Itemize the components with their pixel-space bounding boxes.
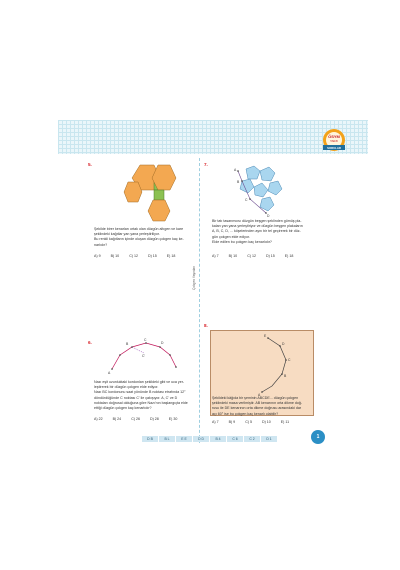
badge-line2: TARZI	[330, 139, 338, 143]
option-a[interactable]: A) 9	[94, 254, 101, 258]
q6-label-c: C	[144, 338, 147, 342]
q6-label-b: B	[126, 342, 129, 346]
answer-key-cell: E E	[176, 436, 192, 442]
option-e[interactable]: E) 30	[168, 417, 178, 421]
side-label: Çokgen Yayınları	[192, 265, 196, 290]
question-7-line: gün çokgen elde ediyor.	[212, 234, 250, 239]
question-5-line: Bu renkli kağıtların içinde oluşan düzgün çokgen kaç ke-	[94, 237, 184, 242]
column-divider	[199, 158, 200, 443]
option-a[interactable]: A) 7	[212, 420, 219, 424]
question-8-text	[212, 396, 316, 417]
badge-line1: ÖSYM	[328, 134, 340, 139]
answer-key-cell: B 4	[210, 436, 226, 442]
q6-label-d: D	[161, 341, 164, 345]
answer-key-cell: C 2	[244, 436, 260, 442]
question-6-figure	[104, 333, 184, 378]
option-c[interactable]: C) 26	[131, 417, 140, 421]
question-6-line: noktaları doğrusal olduğuna göre Nazı'nın başlangıçta elde	[94, 400, 188, 405]
question-6-text	[94, 380, 198, 411]
question-7-options	[212, 254, 293, 258]
option-d[interactable]: D) 15	[265, 254, 275, 258]
question-6-line: döndürdüğünde C noktası C' ile çakışıyor. A, C' ve D	[94, 395, 178, 400]
osym-badge	[314, 128, 354, 154]
question-7-line: A, B, C, D, ... köşelerinden aynı bir tel geçirerek bir düz-	[212, 229, 301, 234]
option-d[interactable]: D) 15	[147, 254, 157, 258]
question-5-text	[94, 227, 194, 248]
q8-label-a: A	[258, 393, 261, 397]
question-7-text	[212, 219, 316, 245]
badge-line3: SORULAR	[327, 145, 341, 150]
question-5-figure	[118, 158, 184, 224]
q8-label-d: D	[282, 342, 285, 346]
answer-key-cell: D 1	[261, 436, 277, 442]
question-7-line: kaları yan yana yerleştiriyor ve düzgün beşgen plakaların	[212, 224, 303, 229]
option-c[interactable]: C) 12	[247, 254, 256, 258]
question-5-line: şeklindeki kağıtlar yan yana yerleştiriliyor.	[94, 232, 160, 237]
question-5-line: narlıdır?	[94, 242, 108, 247]
option-b[interactable]: B) 10	[110, 254, 120, 258]
question-5-number: 5.	[88, 162, 92, 167]
option-c[interactable]: C) 12	[129, 254, 138, 258]
question-8-line: rusu ile DE kenarının orta dikme doğrusu arasındaki dar	[212, 406, 302, 411]
question-6-line: ettiği düzgün çokgen kaç kenarlıdır?	[94, 406, 152, 411]
question-8-line: şeklindeki masa verilmiştir. AB kenarının orta dikme doğ-	[212, 401, 303, 406]
question-6-line: leştirerek bir düzgün çokgen elde ediyor.	[94, 385, 159, 390]
question-6-options	[94, 417, 177, 421]
page-number: 1	[311, 430, 325, 444]
option-a[interactable]: A) 22	[94, 417, 103, 421]
option-e[interactable]: E) 11	[280, 420, 290, 424]
question-6-number: 6.	[88, 340, 92, 345]
q8-label-c: C	[288, 358, 291, 362]
question-8-options	[212, 420, 289, 424]
answer-key-cell: D B	[142, 436, 158, 442]
q6-label-c-prime: C'	[142, 354, 146, 358]
option-c[interactable]: C) 5	[245, 420, 252, 424]
option-b[interactable]: B) 24	[112, 417, 122, 421]
question-8-line: açı 60° ise bu çokgen kaç kenarlı olabilir?	[212, 411, 279, 416]
option-b[interactable]: B) 10	[228, 254, 238, 258]
q8-label-b: B	[284, 374, 287, 378]
option-e[interactable]: E) 18	[284, 254, 294, 258]
answer-key-cell: C 6	[227, 436, 243, 442]
question-7-number: 7.	[204, 162, 208, 167]
q8-label-e: E	[264, 334, 267, 338]
answer-key-cell: B L	[159, 436, 175, 442]
question-5-options	[94, 254, 175, 258]
question-7-line: Elde edilen bu çokgen kaç kenarlıdır?	[212, 239, 272, 244]
option-e[interactable]: E) 18	[166, 254, 176, 258]
question-7-line: Bir tatı tasarımcısı düzgün beşgen şeklinden gümüş pla-	[212, 219, 302, 223]
option-a[interactable]: A) 7	[212, 254, 219, 258]
q7-label-d: D	[267, 214, 270, 218]
question-8-line: Şekildeki kâğıda bir şeminin ABCDE... düzgün çokgen	[212, 396, 299, 400]
question-5-line: Şekilde birer kenarları ortak olan düzgün altıgen ve kare	[94, 227, 184, 231]
q6-label-a: A	[108, 371, 111, 375]
question-6-line: Nazı eşit uzunluktaki kordonları şekildeki gibi ve uca yer-	[94, 380, 185, 384]
answer-key-bar	[142, 436, 277, 442]
option-d[interactable]: D) 28	[149, 417, 159, 421]
option-d[interactable]: D) 10	[261, 420, 271, 424]
question-8-number: 8.	[204, 323, 208, 328]
question-7-figure	[232, 163, 294, 218]
question-6-line: Nazı BC kordonunu saat yönünde B noktası etrafında 12°	[94, 390, 186, 395]
q7-label-b: B	[237, 180, 240, 184]
q7-label-c: C	[245, 198, 248, 202]
answer-key-cell: D D	[193, 436, 209, 442]
q7-label-a: A	[234, 168, 237, 172]
option-b[interactable]: B) 9	[228, 420, 236, 424]
